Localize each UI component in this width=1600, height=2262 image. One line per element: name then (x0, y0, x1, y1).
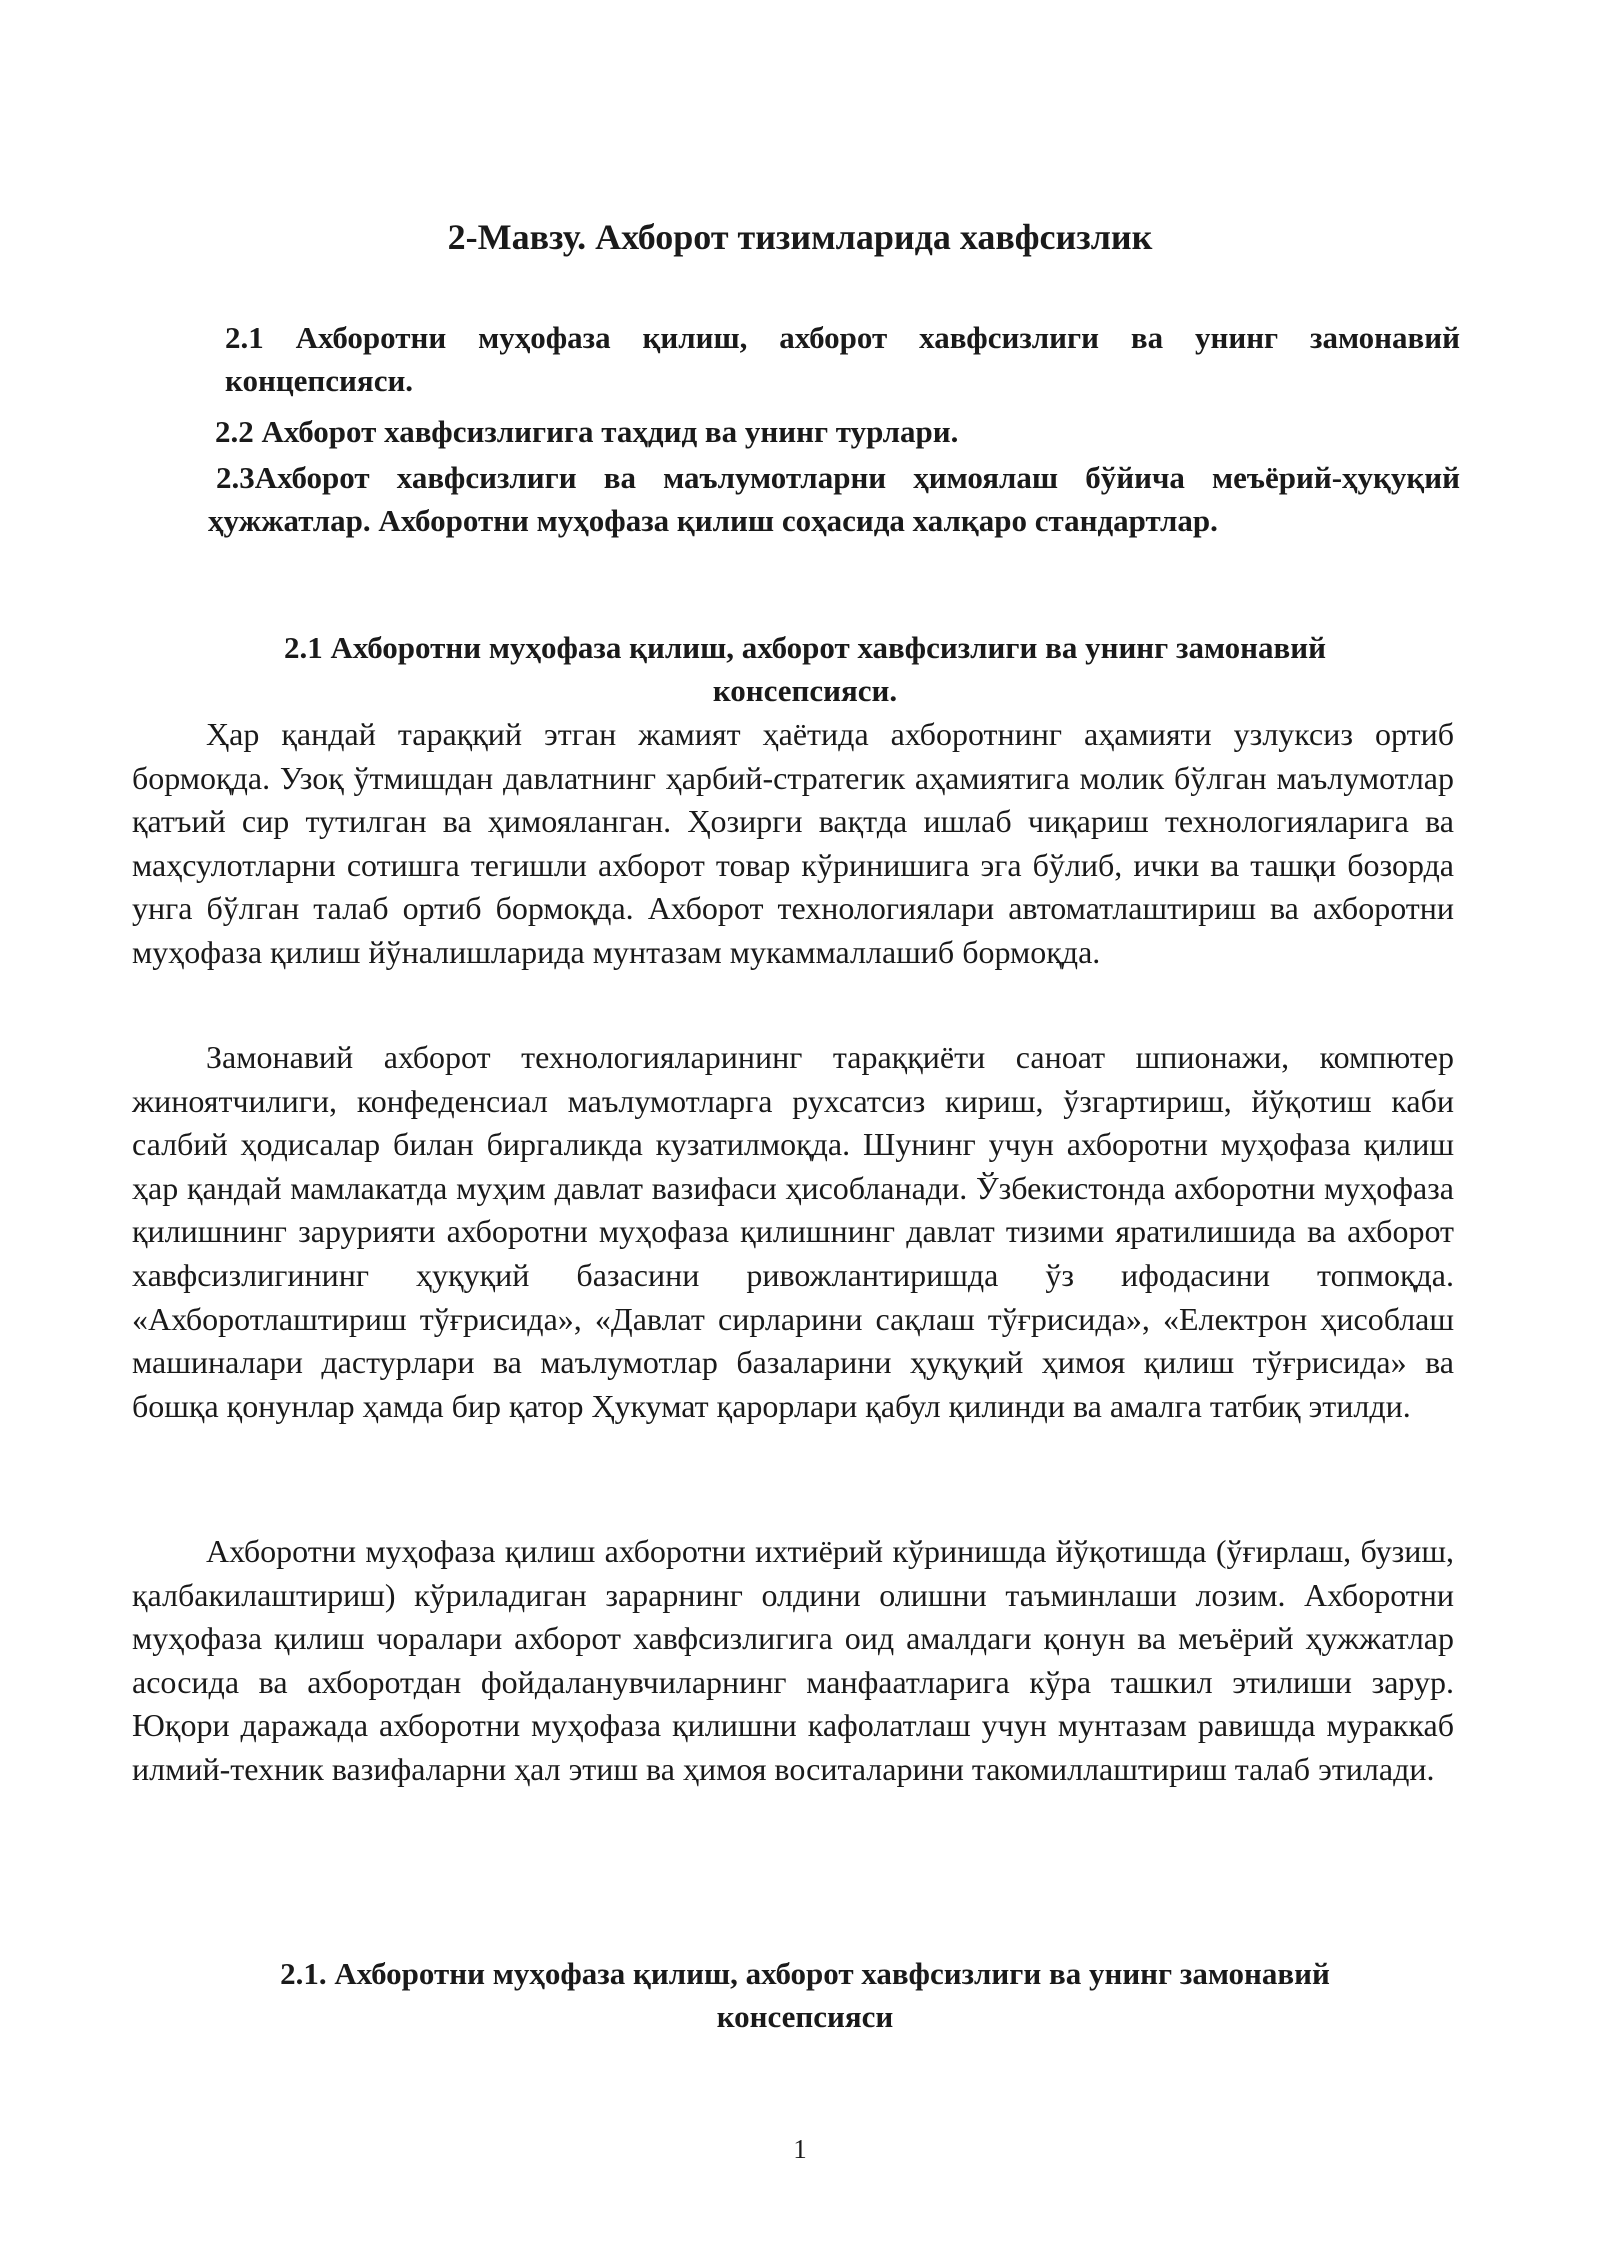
page-number: 1 (793, 2134, 807, 2164)
toc-item-2-1: 2.1 Ахборотни муҳофаза қилиш, ахборот хавфсизлиги ва унинг замонавий концепсияси. (225, 320, 1460, 398)
section-heading-repeat: 2.1. Ахборотни муҳофаза қилиш, ахборот хавфсизлиги ва унинг замонавий консепсияси (280, 1956, 1330, 2034)
toc-item-2-2: 2.2 Ахборот хавфсизлигига таҳдид ва унинг турлари. (215, 414, 959, 449)
document-title: 2-Мавзу. Ахборот тизимларида хавфсизлик (447, 217, 1153, 257)
body-paragraph-2: Замонавий ахборот технологияларининг тараққиёти саноат шпионажи, компютер жиноятчилиги, конфеденсиал маълумотларга рухсатсиз кириш, ўзгартириш, йўқотиш каби салбий ҳодисалар билан биргаликда кузатилмоқда. Шунинг учун ахборотни муҳофаза қилиш ҳар қандай мамлакатда муҳим давлат вазифаси ҳисобланади. Ўзбекистонда ахборотни муҳофаза қилишнинг зарурияти ахборотни муҳофаза қилишнинг давлат тизими яратилишида ва ахборот хавфсизлигининг ҳуқуқий базасини ривожлантиришда ўз ифодасини топмоқда. «Ахборотлаштириш тўғрисида», «Давлат сирларини сақлаш тўғрисида», «Електрон ҳисоблаш машиналари дастурлари ва маълумотлар базаларини ҳуқуқий ҳимоя қилиш тўғрисида» ва бошқа қонунлар ҳамда бир қатор Ҳукумат қарорлари қабул қилинди ва амалга татбиқ этилди. (132, 1039, 1454, 1424)
section-heading: 2.1 Ахборотни муҳофаза қилиш, ахборот хавфсизлиги ва унинг замонавий консепсияси. (284, 630, 1326, 708)
body-paragraph-3: Ахборотни муҳофаза қилиш ахборотни ихтиёрий кўринишда йўқотишда (ўғирлаш, бузиш, қалбакилаштириш) кўриладиган зарарнинг олдини олишни таъминлаши лозим. Ахборотни муҳофаза қилиш чоралари ахборот хавфсизлигига оид амалдаги қонун ва меъёрий ҳужжатлар асосида ва ахборотдан фойдаланувчиларнинг манфаатларига кўра ташкил этилиши зарур. Юқори даражада ахборотни муҳофаза қилишни кафолатлаш учун мунтазам равишда мураккаб илмий-техник вазифаларни ҳал этиш ва ҳимоя воситаларини такомиллаштириш талаб этилади. (132, 1533, 1454, 1787)
toc-item-2-3: 2.3Ахборот хавфсизлиги ва маълумотларни ҳимоялаш бўйича меъёрий-ҳуқуқий ҳужжатлар. Ахборотни муҳофаза қилиш соҳасида халқаро стандартлар. (208, 460, 1460, 538)
body-paragraph-1: Ҳар қандай тараққий этган жамият ҳаётида ахборотнинг аҳамияти узлуксиз ортиб бормоқда. Узоқ ўтмишдан давлатнинг ҳарбий-стратегик аҳамиятига молик бўлган маълумотлар қатъий сир тутилган ва ҳимояланган. Ҳозирги вақтда ишлаб чиқариш технологияларига ва маҳсулотларни сотишга тегишли ахборот товар кўринишига эга бўлиб, ички ва ташқи бозорда унга бўлган талаб ортиб бормоқда. Ахборот технологиялари автоматлаштириш ва ахборотни муҳофаза қилиш йўналишларида мунтазам мукаммаллашиб бормоқда. (132, 716, 1454, 970)
